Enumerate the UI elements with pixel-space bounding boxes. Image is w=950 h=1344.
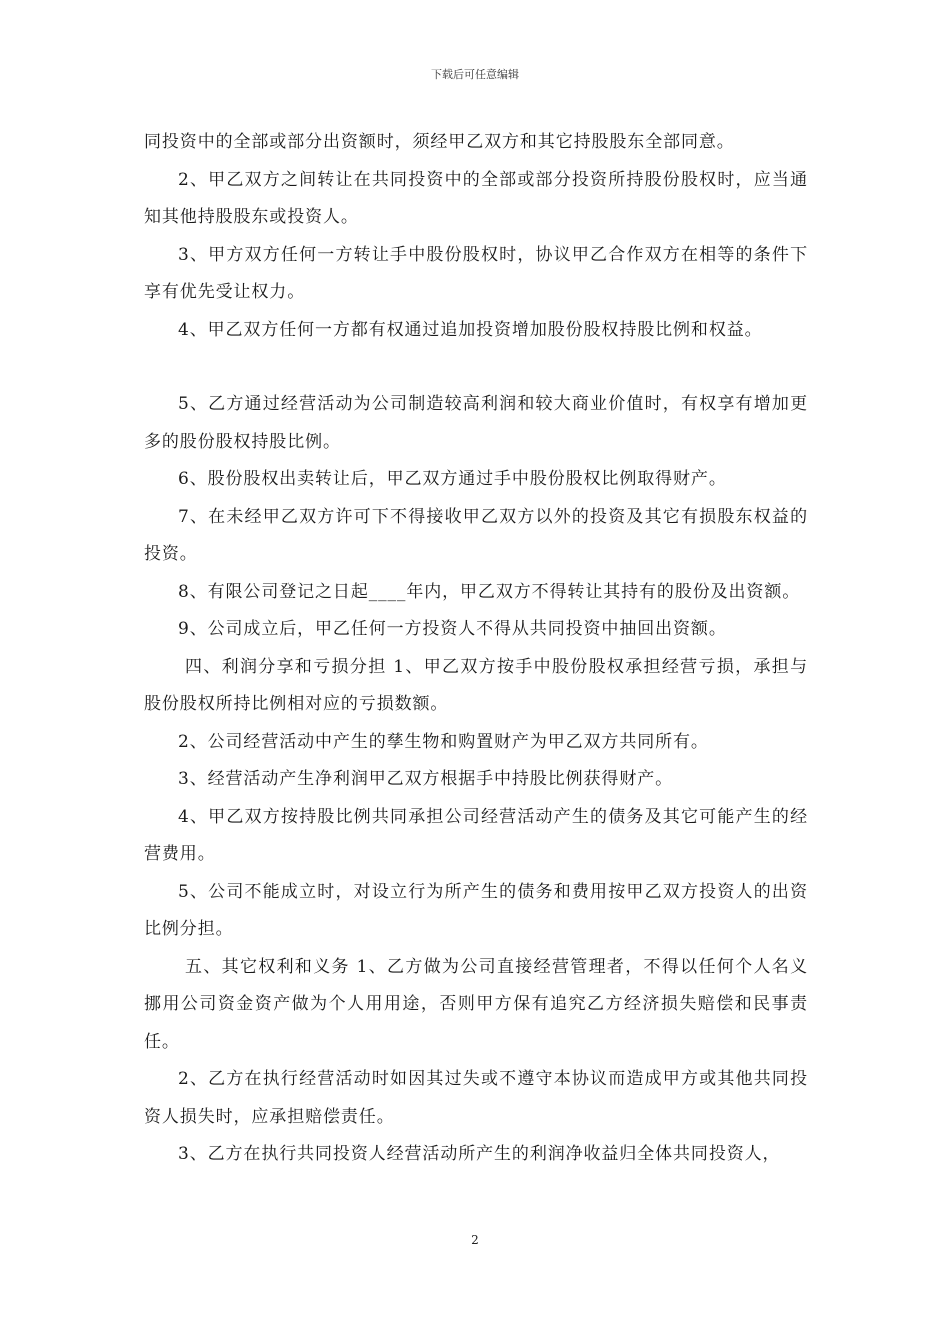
paragraph: 3、乙方在执行共同投资人经营活动所产生的利润净收益归全体共同投资人， bbox=[178, 1144, 781, 1164]
paragraph: 4、甲乙双方按持股比例共同承担公司经营活动产生的债务及其它可能产生的经营费用。 bbox=[144, 806, 808, 864]
document-body bbox=[144, 124, 808, 1174]
paragraph: 2、公司经营活动中产生的孳生物和购置财产为甲乙双方共同所有。 bbox=[178, 731, 709, 752]
paragraph: 3、经营活动产生净利润甲乙双方根据手中持股比例获得财产。 bbox=[178, 769, 674, 789]
paragraph: 7、在未经甲乙双方许可下不得接收甲乙双方以外的投资及其它有损股东权益的投资。 bbox=[144, 506, 808, 564]
section-heading-paragraph: 四、利润分享和亏损分担 1、甲乙双方按手中股份股权承担经营亏损，承担与股份股权所持比例相对应的亏损数额。 bbox=[144, 656, 808, 714]
paragraph: 5、乙方通过经营活动为公司制造较高利润和较大商业价值时，有权享有增加更多的股份股权持股比例。 bbox=[144, 394, 808, 452]
section-heading-paragraph: 五、其它权利和义务 1、乙方做为公司直接经营管理者，不得以任何个人名义挪用公司资金资产做为个人用用途，否则甲方保有追究乙方经济损失赔偿和民事责任。 bbox=[144, 956, 808, 1052]
paragraph: 8、有限公司登记之日起____年内，甲乙双方不得转让其持有的股份及出资额。 bbox=[178, 581, 801, 602]
paragraph: 2、乙方在执行经营活动时如因其过失或不遵守本协议而造成甲方或其他共同投资人损失时，应承担赔偿责任。 bbox=[144, 1069, 808, 1127]
paragraph: 9、公司成立后，甲乙任何一方投资人不得从共同投资中抽回出资额。 bbox=[178, 619, 727, 639]
page-number: 2 bbox=[471, 1233, 479, 1247]
paragraph: 同投资中的全部或部分出资额时，须经甲乙双方和其它持股股东全部同意。 bbox=[144, 132, 735, 152]
paragraph: 2、甲乙双方之间转让在共同投资中的全部或部分投资所持股份股权时，应当通知其他持股股东或投资人。 bbox=[144, 169, 808, 227]
paragraph: 3、甲方双方任何一方转让手中股份股权时，协议甲乙合作双方在相等的条件下享有优先受让权力。 bbox=[144, 244, 808, 302]
paragraph: 4、甲乙双方任何一方都有权通过追加投资增加股份股权持股比例和权益。 bbox=[178, 319, 763, 340]
paragraph: 6、股份股权出卖转让后，甲乙双方通过手中股份股权比例取得财产。 bbox=[178, 469, 727, 489]
paragraph: 5、公司不能成立时，对设立行为所产生的债务和费用按甲乙双方投资人的出资比例分担。 bbox=[144, 881, 808, 939]
page-header: 下载后可任意编辑 bbox=[431, 68, 519, 81]
